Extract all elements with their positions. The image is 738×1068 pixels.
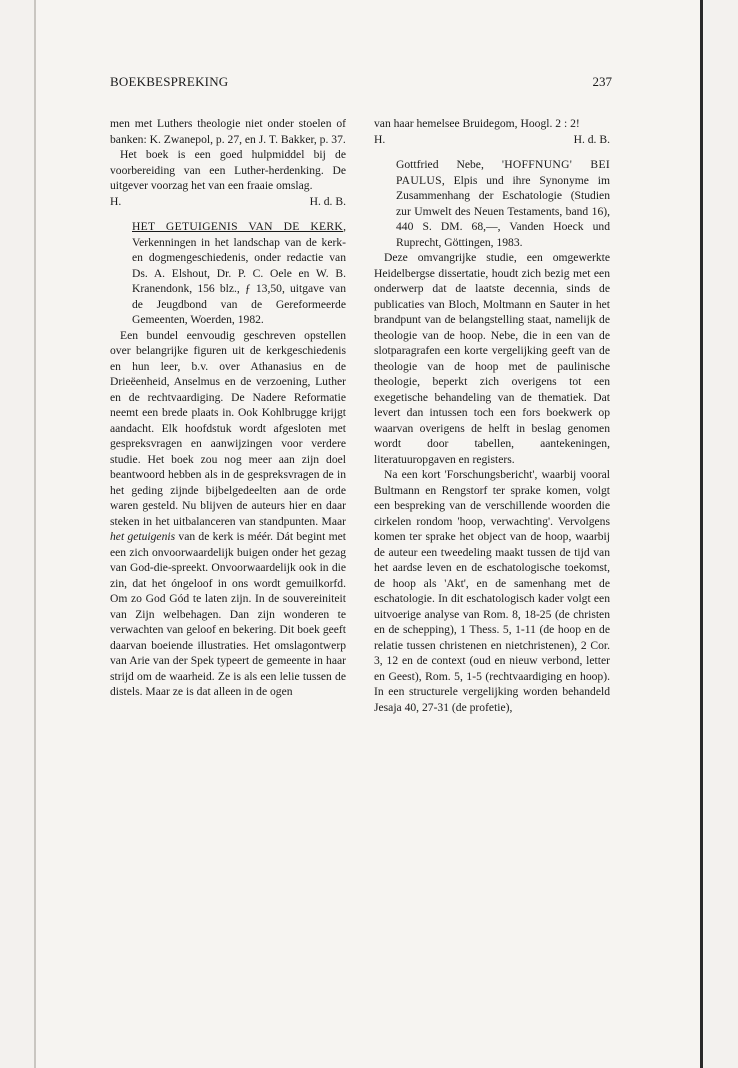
right-column xyxy=(374,116,610,715)
signature-reviewer: H. d. B. xyxy=(309,194,346,208)
review-heading xyxy=(110,219,346,328)
signature-initial: H. xyxy=(374,132,386,146)
signature-reviewer: H. d. B. xyxy=(573,132,610,146)
text-run: Een bundel eenvoudig geschreven opstellen over belangrijke figuren uit de kerkgeschiedenis en hun leer, b.v. over Athanasius en de Drieëenheid, Anselmus en de verzoening, Luther en de rechtvaardiging. De Nadere Reformatie neemt een brede plaats in. Ook Kohlbrugge krijgt aandacht. Elk hoofdstuk wordt afgesloten met gespreksvragen en aanwijzingen voor verdere studie. Het boek zou nog meer aan zijn doel beantwoord hebben als in de gespreksvragen de in het geding zijnde bijbelgedeelten aan de orde waren gesteld. Nu blijven de auteurs hier en daar steken in het uitbalanceren van standpunten. Maar xyxy=(110,328,346,528)
paragraph: Na een kort 'Forschungsbericht', waarbij vooral Bultmann en Rengstorf ter sprake komen, volgt een bespreking van de verschillende woorden die cirkelen rondom 'hoop, verwachting'. Vervolgens komen ter sprake het object van de hoop, waarbij de auteur een tweedeling maakt tussen de tijd van het aardse leven en de eschatologische toekomst, de hoop als 'Akt', en de samenhang met de eschatologie. In dit eschatologisch kader volgt een uitvoerige analyse van Rom. 8, 18-25 (de christen en de schepping), 1 Thess. 5, 1-11 (de hoop en de relatie tussen christenen en nietchristenen), 2 Cor. 3, 12 en de context (oud en nieuw verbond, letter en Geest), Rom. 5, 1-5 (rechtvaardiging en hoop). In een structurele vergelijking worden behandeld Jesaja 40, 27-31 (de profetie), xyxy=(374,468,610,714)
text-run: van de kerk is méér. Dát begint met een zich onvoorwaardelijk buigen onder het gezag van God-die-spreekt. Onvoorwaardelijk ook in die zin, dat het óngeloof in ons wordt gemuilkorfd. Om zo God Gód te laten zijn. In de souvereiniteit van Zijn welbehagen. Dan zijn wonderen te verwachten van geloof en bekering. Dit boek geeft daarvan boeiende illustraties. Het omslagontwerp van Arie van der Spek typeert de gemeente in haar strijd om de waarheid. Ze is als een lelie tussen de distels. Maar ze is dat alleen in de ogen xyxy=(110,530,346,698)
signature-line xyxy=(374,132,610,148)
italic-text: het getuigenis xyxy=(110,530,176,543)
running-title: BOEKBESPREKING xyxy=(110,74,229,89)
paragraph xyxy=(110,328,346,700)
signature-line xyxy=(110,194,346,210)
paragraph: men met Luthers theologie niet onder stoelen of banken: K. Zwanepol, p. 27, en J. T. Bakker, p. 37. xyxy=(110,117,346,146)
review-title: HET GETUIGENIS VAN DE KERK xyxy=(132,220,344,233)
review-title: 'HOFFNUNG' BEI PAULUS xyxy=(396,158,610,187)
signature-initial: H. xyxy=(110,194,122,208)
page-number: 237 xyxy=(592,74,612,89)
review-author: Gottfried Nebe, xyxy=(396,158,502,171)
running-header xyxy=(110,74,612,94)
page-edge-right xyxy=(700,0,703,1068)
left-column xyxy=(110,116,346,700)
review-details: , Verkenningen in het landschap van de kerk- en dogmengeschiedenis, onder redactie van Ds. A. Elshout, Dr. P. C. Oele en W. B. Kranendonk, 156 blz., ƒ 13,50, uitgave van de Jeugdbond van de Gereformeerde Gemeenten, Woerden, 1982. xyxy=(132,220,346,326)
page-edge-left xyxy=(34,0,36,1068)
review-heading xyxy=(374,157,610,250)
paragraph: van haar hemelsee Bruidegom, Hoogl. 2 : 2! xyxy=(374,117,580,130)
paragraph: Het boek is een goed hulpmiddel bij de voorbereiding van een Luther-herdenking. De uitgever voorzag het van een fraaie omslag. xyxy=(110,148,346,192)
review-details: , Elpis und ihre Synonyme im Zusammenhang der Eschatologie (Studien zur Umwelt des Neuen Testaments, band 16), 440 S. DM. 68,—, Vanden Hoeck und Ruprecht, Göttingen, 1983. xyxy=(396,173,610,249)
paragraph: Deze omvangrijke studie, een omgewerkte Heidelbergse dissertatie, houdt zich bezig met een onderwerp dat de laatste decennia, sinds de publicaties van Bloch, Moltmann en Sauter in het brandpunt van de belangstelling staat, namelijk de theologie van de hoop. Nebe, die in een van de slotparagrafen een korte vergelijking geeft van de theologie van de hoop met de paulinische theologie, beperkt zich overigens tot een exegetische behandeling van de thematiek. Dat levert dan intussen toch een fors boekwerk op waarvan overigens de helft in beslag genomen wordt door tabellen, aantekeningen, literatuuropgaven en registers. xyxy=(374,251,610,466)
